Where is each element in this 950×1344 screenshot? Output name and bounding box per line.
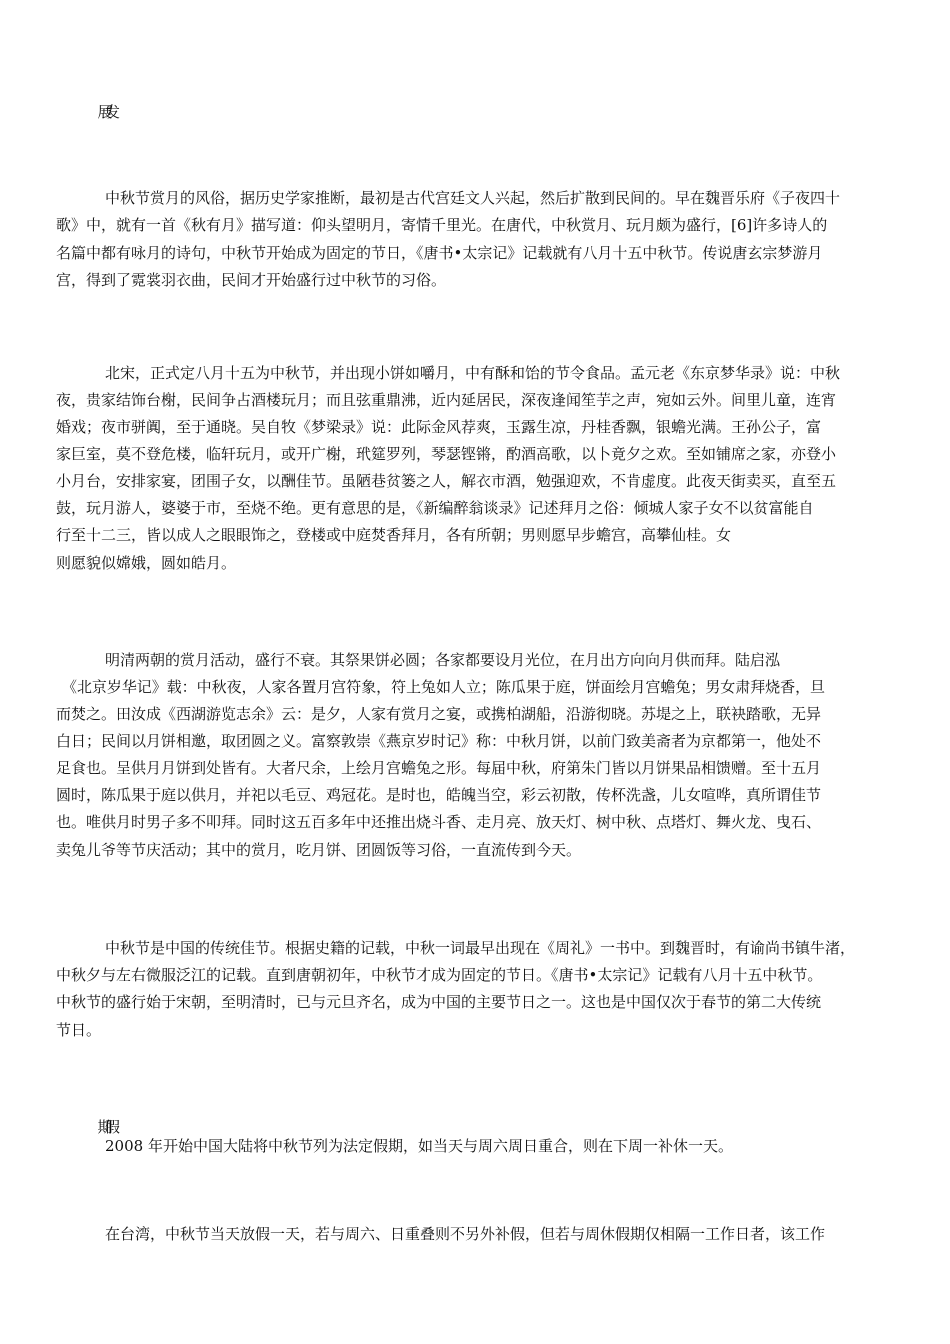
paragraph-line: 中秋节的盛行始于宋朝，至明清时，已与元旦齐名，成为中国的主要节日之一。这也是中国仅次于春节的第二大传统 [56, 993, 822, 1011]
paragraph-line: 宫，得到了霓裳羽衣曲，民间才开始盛行过中秋节的习俗。 [56, 271, 447, 289]
paragraph-line: 2008 年开始中国大陆将中秋节列为法定假期，如当天与周六周日重合，则在下周一补休一天。 [105, 1137, 733, 1155]
paragraph-line: 中秋节赏月的风俗，据历史学家推断，最初是古代宫廷文人兴起，然后扩散到民间的。早在魏晋乐府《子夜四十 [105, 189, 841, 207]
paragraph-line: 婚戏；夜市骈阗，至于通晓。吴自牧《梦梁录》说：此际金风荐爽，玉露生凉，丹桂香飘，银蟾光满。王孙公子，富 [56, 418, 822, 436]
paragraph-line: 中秋节是中国的传统佳节。根据史籍的记载，中秋一词最早出现在《周礼》一书中。到魏晋时，有谕尚书镇牛渚， [105, 939, 856, 957]
paragraph-line: 家巨室，莫不登危楼，临轩玩月，或开广榭，玳筵罗列，琴瑟铿锵，酌酒高歌，以卜竟夕之欢。至如铺席之家，亦登小 [56, 445, 837, 463]
paragraph-line: 圆时，陈瓜果于庭以供月，并祀以毛豆、鸡冠花。是时也，皓魄当空，彩云初散，传杯洗盏，儿女喧哗，真所谓佳节 [56, 786, 822, 804]
paragraph-line: 足食也。呈供月月饼到处皆有。大者尺余，上绘月宫蟾兔之形。每届中秋，府第朱门皆以月饼果品相馈赠。至十五月 [56, 759, 822, 777]
section-heading [105, 100, 945, 124]
paragraph-line: 《北京岁华记》载：中秋夜，人家各置月宫符象，符上兔如人立；陈瓜果于庭，饼面绘月宫蟾兔；男女肃拜烧香，旦 [62, 678, 826, 696]
paragraph-line: 而焚之。田汝成《西湖游览志余》云：是夕，人家有赏月之宴，或携柏湖船，沿游彻晓。苏堤之上，联袂踏歌，无异 [56, 705, 822, 723]
paragraph-line: 行至十二三，皆以成人之眼眼饰之，登楼或中庭焚香拜月，各有所朝；男则愿早步蟾宫，高攀仙桂。女 [56, 526, 732, 544]
paragraph-line: 则愿貌似嫦娥，圆如皓月。 [56, 554, 237, 572]
paragraph-line: 小月台，安排家宴，团围子女，以酬佳节。虽陋巷贫篓之人，解衣市酒，勉强迎欢，不肯虚度。此夜天街卖买，直至五 [56, 472, 837, 490]
paragraph-line: 在台湾，中秋节当天放假一天，若与周六、日重叠则不另外补假，但若与周休假期仅相隔一工作日者，该工作 [105, 1225, 826, 1243]
paragraph-line: 北宋，正式定八月十五为中秋节，并出现小饼如嚼月，中有酥和饴的节令食品。孟元老《东京梦华录》说：中秋 [105, 364, 841, 382]
paragraph-line: 也。唯供月时男子多不叩拜。同时这五百多年中还推出烧斗香、走月亮、放天灯、树中秋、点塔灯、舞火龙、曳石、 [56, 813, 822, 831]
paragraph-line: 卖兔儿爷等节庆活动；其中的赏月，吃月饼、团圆饭等习俗，一直流传到今天。 [56, 841, 582, 859]
paragraph-line: 白日；民间以月饼相邀，取团圆之义。富察敦崇《燕京岁时记》称：中秋月饼，以前门致美斋者为京都第一，他处不 [56, 732, 822, 750]
paragraph-line: 鼓，玩月游人，婆婆于市，至烧不绝。更有意思的是，《新编醉翁谈录》记述拜月之俗：倾城人家子女不以贫富能自 [56, 499, 814, 517]
paragraph-line: 明清两朝的赏月活动，盛行不衰。其祭果饼必圆；各家都要设月光位，在月出方向向月供而拜。陆启泓 [105, 651, 781, 669]
paragraph-line: 夜，贵家结饰台榭，民间争占酒楼玩月；而且弦重鼎沸，近内延居民，深夜逢闻笙芋之声，宛如云外。间里儿童，连宵 [56, 391, 837, 409]
paragraph-line: 节日。 [56, 1021, 102, 1039]
paragraph-line: 中秋夕与左右微服泛江的记载。直到唐朝初年，中秋节才成为固定的节日。《唐书•太宗记》记载有八月十五中秋节。 [56, 966, 823, 984]
paragraph-line: 名篇中都有咏月的诗句，中秋节开始成为固定的节日，《唐书•太宗记》记载就有八月十五中秋节。传说唐玄宗梦游月 [56, 244, 823, 262]
paragraph-line: 歌》中，就有一首《秋有月》描写道：仰头望明月，寄情千里光。在唐代，中秋赏月、玩月颇为盛行，[6]许多诗人的 [56, 216, 828, 234]
